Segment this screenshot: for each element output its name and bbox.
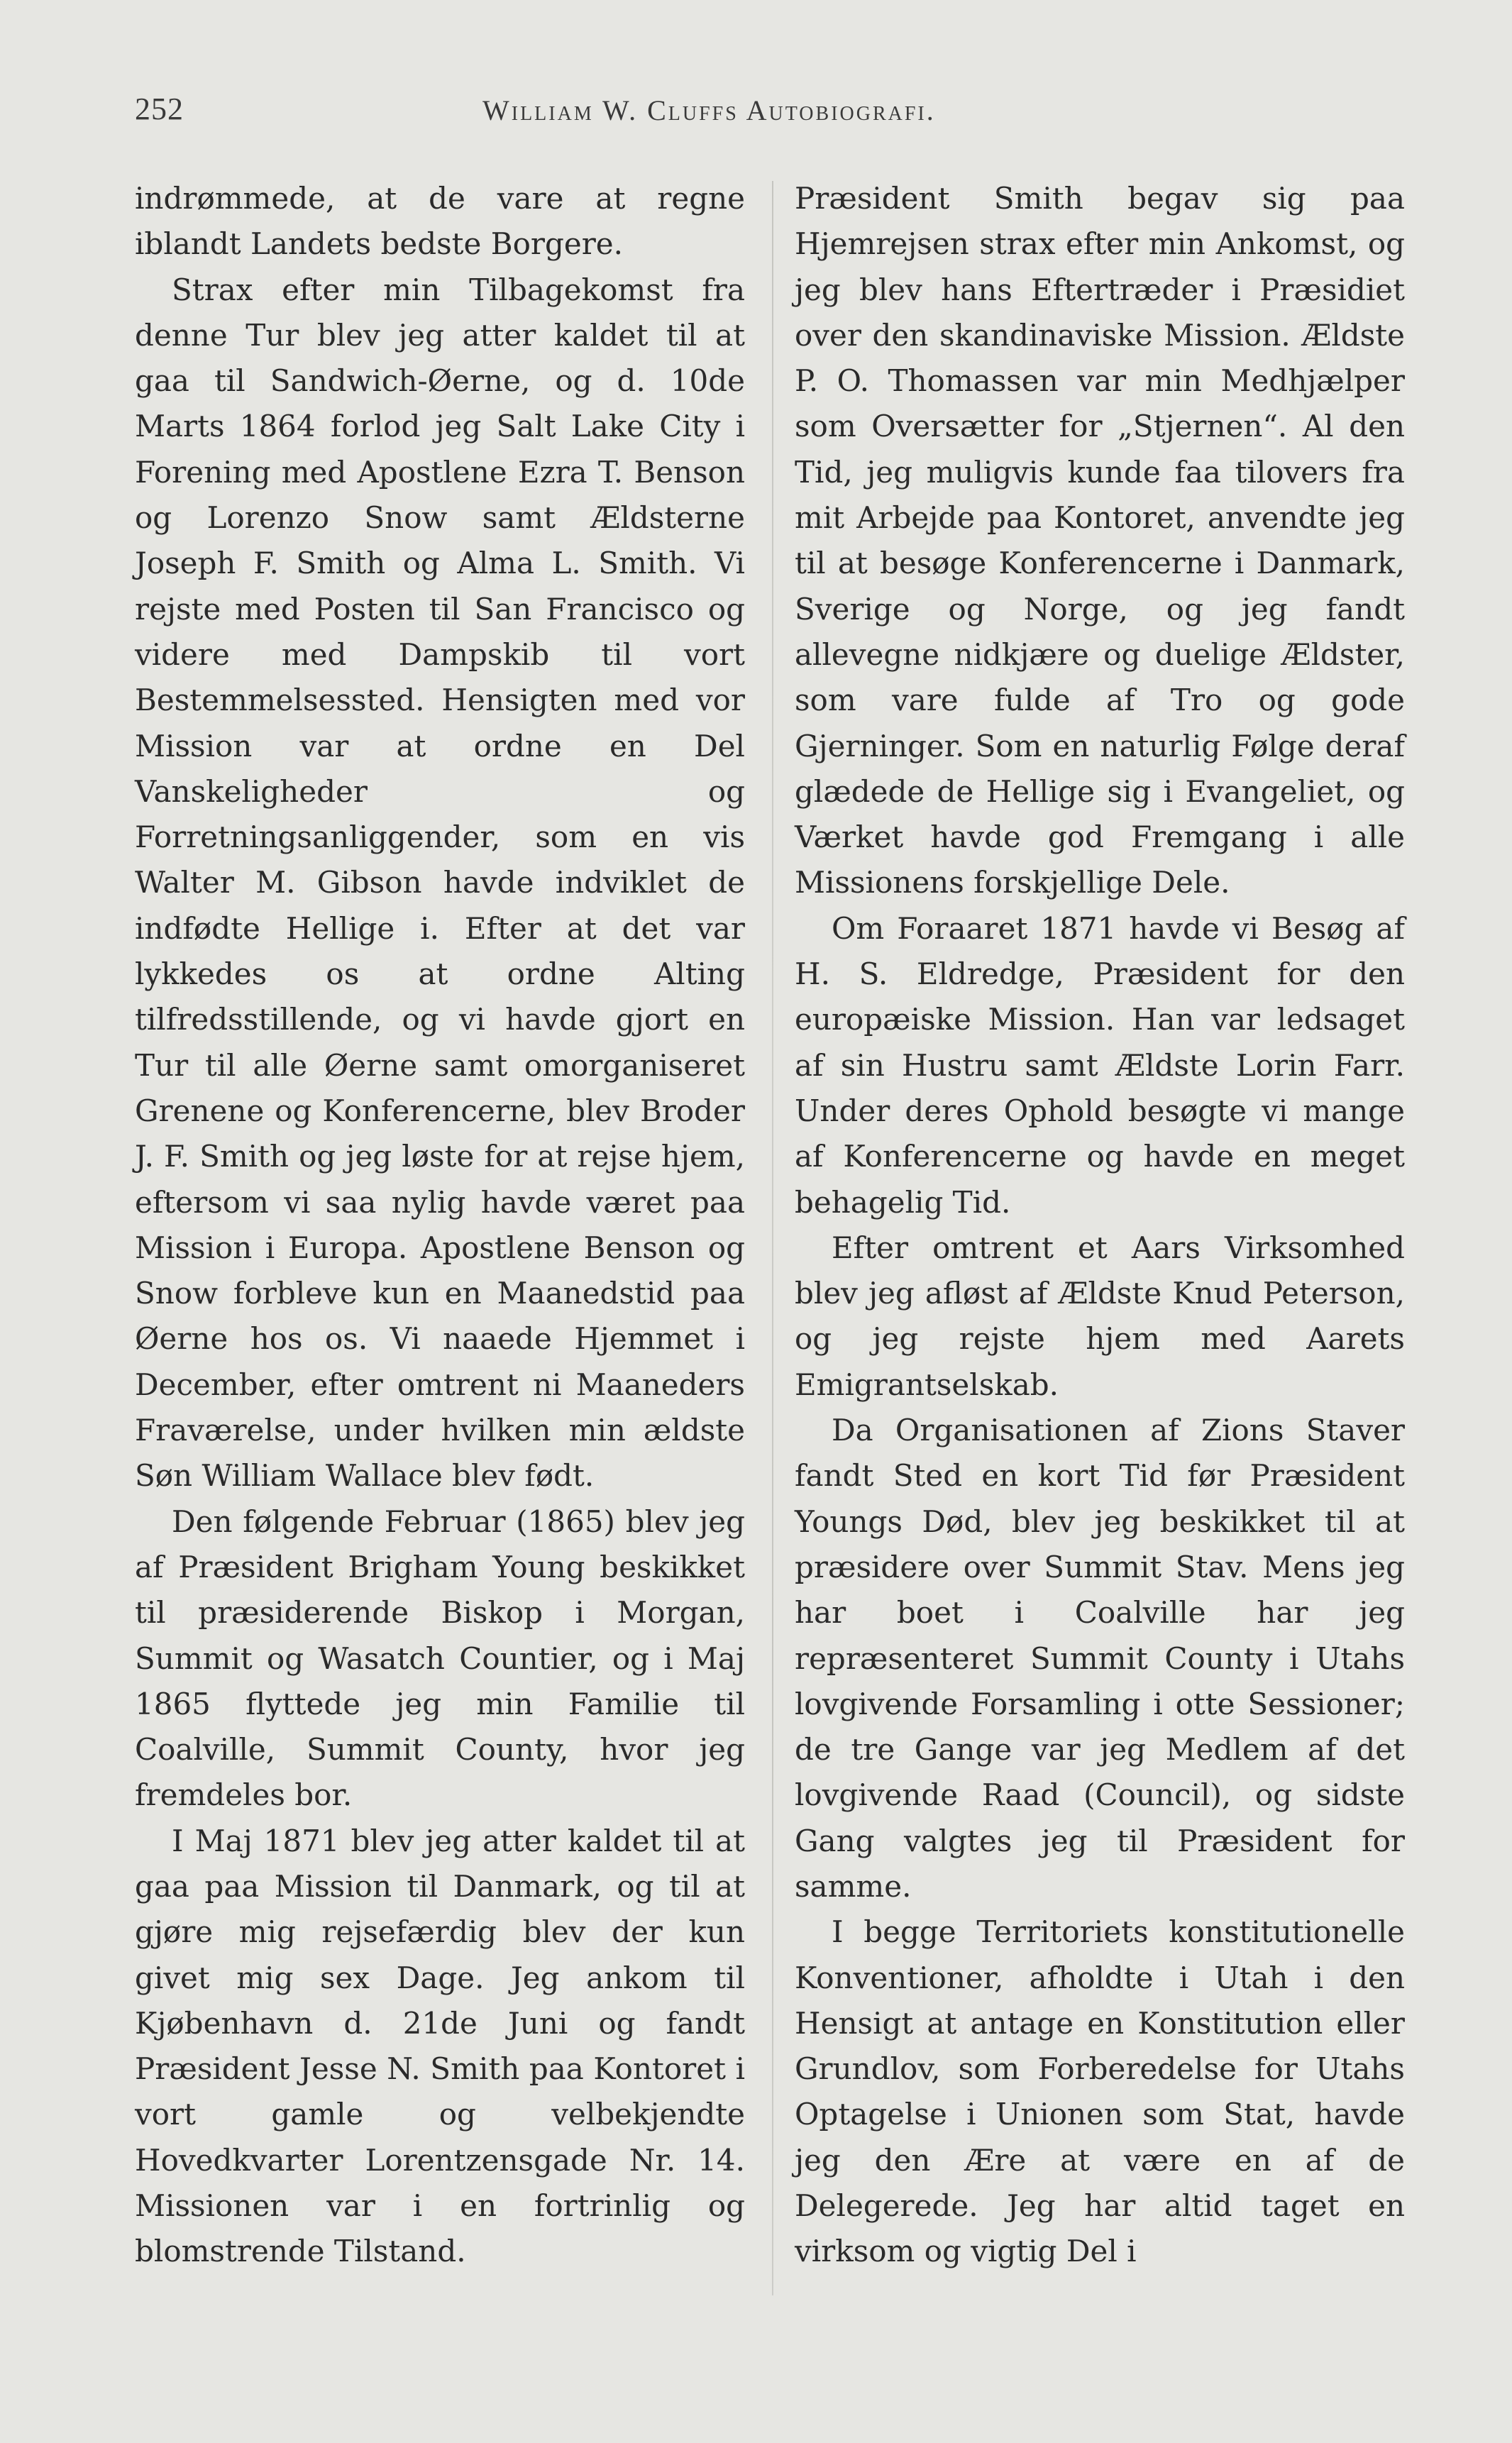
page-header <box>135 91 1455 133</box>
right-column <box>795 176 1405 2275</box>
paragraph: Strax efter min Tilbagekomst fra denne Tur blev jeg atter kaldet til at gaa til Sandwich-Øerne, og d. 10de Marts 1864 forlod jeg Salt Lake City i Forening med Apostlene Ezra T. Benson og Lorenzo Snow samt Ældsterne Joseph F. Smith og Alma L. Smith. Vi rejste med Posten til San Francisco og videre med Dampskib til vort Bestemmelsessted. Hensigten med vor Mission var at ordne en Del Vanskeligheder og Forretningsanliggender, som en vis Walter M. Gibson havde indviklet de indfødte Hellige i. Efter at det var lykkedes os at ordne Alting tilfredsstillende, og vi havde gjort en Tur til alle Øerne samt omorganiseret Grenene og Konferencerne, blev Broder J. F. Smith og jeg løste for at rejse hjem, eftersom vi saa nylig havde været paa Mission i Europa. Apostlene Benson og Snow forbleve kun en Maanedstid paa Øerne hos os. Vi naaede Hjemmet i December, efter omtrent ni Maaneders Fraværelse, under hvilken min ældste Søn William Wallace blev født. <box>135 272 745 1494</box>
paragraph: Da Organisationen af Zions Staver fandt Sted en kort Tid før Præsident Youngs Død, blev jeg beskikket til at præsidere over Summit Stav. Mens jeg har boet i Coalville har jeg repræsenteret Summit County i Utahs lovgivende Forsamling i otte Sessioner; de tre Gange var jeg Medlem af det lovgivende Raad (Council), og sidste Gang valgtes jeg til Præsident for samme. <box>795 1413 1405 1904</box>
left-column <box>135 176 745 2275</box>
paragraph: Om Foraaret 1871 havde vi Besøg af H. S. Eldredge, Præsident for den europæiske Mission. Han var ledsaget af sin Hustru samt Ældste Lorin Farr. Under deres Ophold besøgte vi mange af Konferencerne og havde en meget behagelig Tid. <box>795 910 1405 1220</box>
running-title: William W. Cluffs Autobiografi. <box>482 94 936 126</box>
paragraph: indrømmede, at de vare at regne iblandt Landets bedste Borgere. <box>135 181 745 262</box>
paragraph: Den følgende Februar (1865) blev jeg af Præsident Brigham Young beskikket til præsiderende Biskop i Morgan, Summit og Wasatch Countier, og i Maj 1865 flyttede jeg min Familie til Coalville, Summit County, hvor jeg fremdeles bor. <box>135 1504 745 1813</box>
page-number: 252 <box>135 92 184 126</box>
paragraph: Præsident Smith begav sig paa Hjemrejsen strax efter min Ankomst, og jeg blev hans Eftertræder i Præsidiet over den skandinaviske Mission. Ældste P. O. Thomassen var min Medhjælper som Oversætter for „Stjernen“. Al den Tid, jeg muligvis kunde faa tilovers fra mit Arbejde paa Kontoret, anvendte jeg til at besøge Konferencerne i Danmark, Sverige og Norge, og jeg fandt allevegne nidkjære og duelige Ældster, som vare fulde af Tro og gode Gjerninger. Som en naturlig Følge deraf glædede de Hellige sig i Evangeliet, og Værket havde god Fremgang i alle Missionens forskjellige Dele. <box>795 181 1405 900</box>
paragraph: Efter omtrent et Aars Virksomhed blev jeg afløst af Ældste Knud Peterson, og jeg rejste hjem med Aarets Emigrantselskab. <box>795 1230 1405 1402</box>
column-divider <box>772 181 773 2295</box>
paragraph: I begge Territoriets konstitutionelle Konventioner, afholdte i Utah i den Hensigt at antage en Konstitution eller Grundlov, som Forberedelse for Utahs Optagelse i Unionen som Stat, havde jeg den Ære at være en af de Delegerede. Jeg har altid taget en virksom og vigtig Del i <box>795 1914 1405 2269</box>
paragraph: I Maj 1871 blev jeg atter kaldet til at gaa paa Mission til Danmark, og til at gjøre mig rejsefærdig blev der kun givet mig sex Dage. Jeg ankom til Kjøbenhavn d. 21de Juni og fandt Præsident Jesse N. Smith paa Kontoret i vort gamle og velbekjendte Hovedkvarter Lorentzensgade Nr. 14. Missionen var i en fortrinlig og blomstrende Tilstand. <box>135 1823 745 2269</box>
